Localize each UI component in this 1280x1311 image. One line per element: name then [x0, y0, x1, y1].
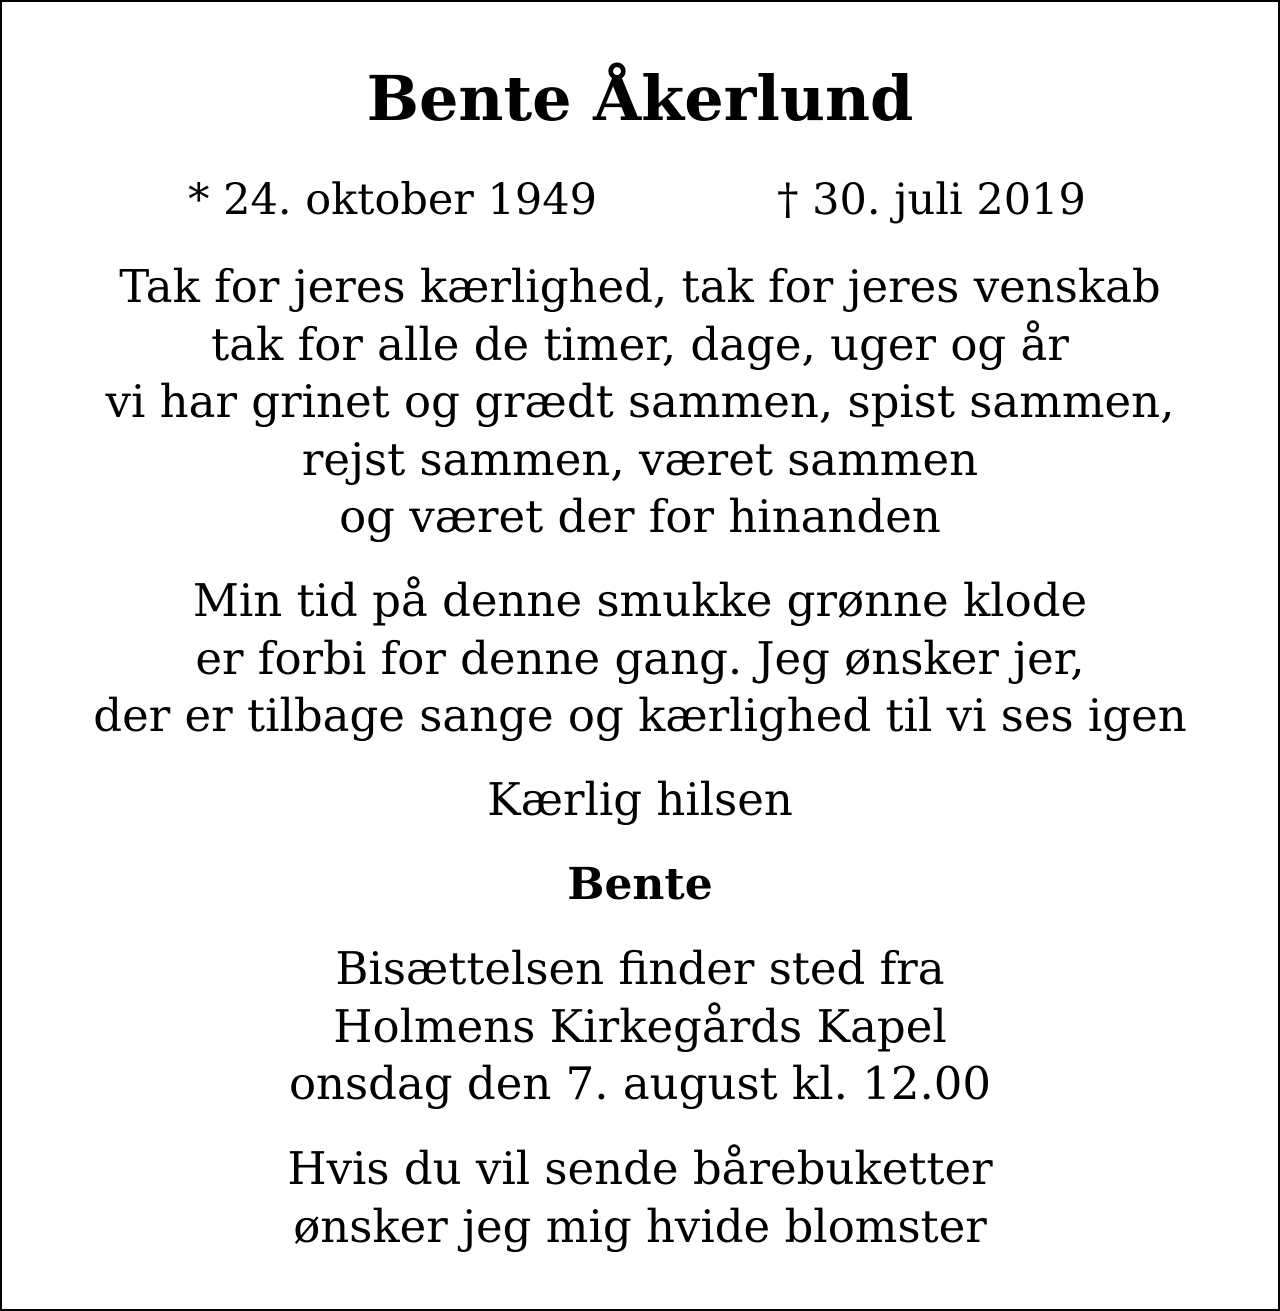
verse-line: er forbi for denne gang. Jeg ønsker jer, — [195, 631, 1085, 685]
verse-line: Min tid på denne smukke grønne klode — [192, 574, 1088, 627]
verse-line: der er tilbage sange og kærlighed til vi ses igen — [93, 689, 1187, 742]
flower-wishes — [2, 1140, 1278, 1255]
verse-line: og været der for hinanden — [339, 490, 941, 543]
death-date: † 30. juli 2019 — [777, 175, 1086, 225]
service-line: Bisættelsen finder sted fra — [335, 942, 945, 995]
verse-line: tak for alle de timer, dage, uger og år — [211, 317, 1069, 371]
verse-gratitude — [2, 258, 1278, 546]
signoff-name: Bente — [567, 859, 713, 910]
verse-line: rejst sammen, været sammen — [301, 432, 979, 486]
verse-line: vi har grinet og grædt sammen, spist sammen, — [105, 375, 1175, 428]
verse-line: Tak for jeres kærlighed, tak for jeres venskab — [119, 260, 1161, 313]
service-line: Holmens Kirkegårds Kapel — [333, 999, 947, 1053]
verse-farewell — [2, 572, 1278, 745]
greeting: Kærlig hilsen — [487, 773, 793, 826]
birth-date: * 24. oktober 1949 — [188, 175, 597, 225]
deceased-name: Bente Åkerlund — [366, 62, 914, 135]
life-dates — [2, 170, 1278, 230]
flowers-line: Hvis du vil sende bårebuketter — [287, 1142, 993, 1195]
service-details — [2, 940, 1278, 1113]
service-line: onsdag den 7. august kl. 12.00 — [288, 1057, 992, 1110]
flowers-line: ønsker jeg mig hvide blomster — [293, 1199, 987, 1253]
